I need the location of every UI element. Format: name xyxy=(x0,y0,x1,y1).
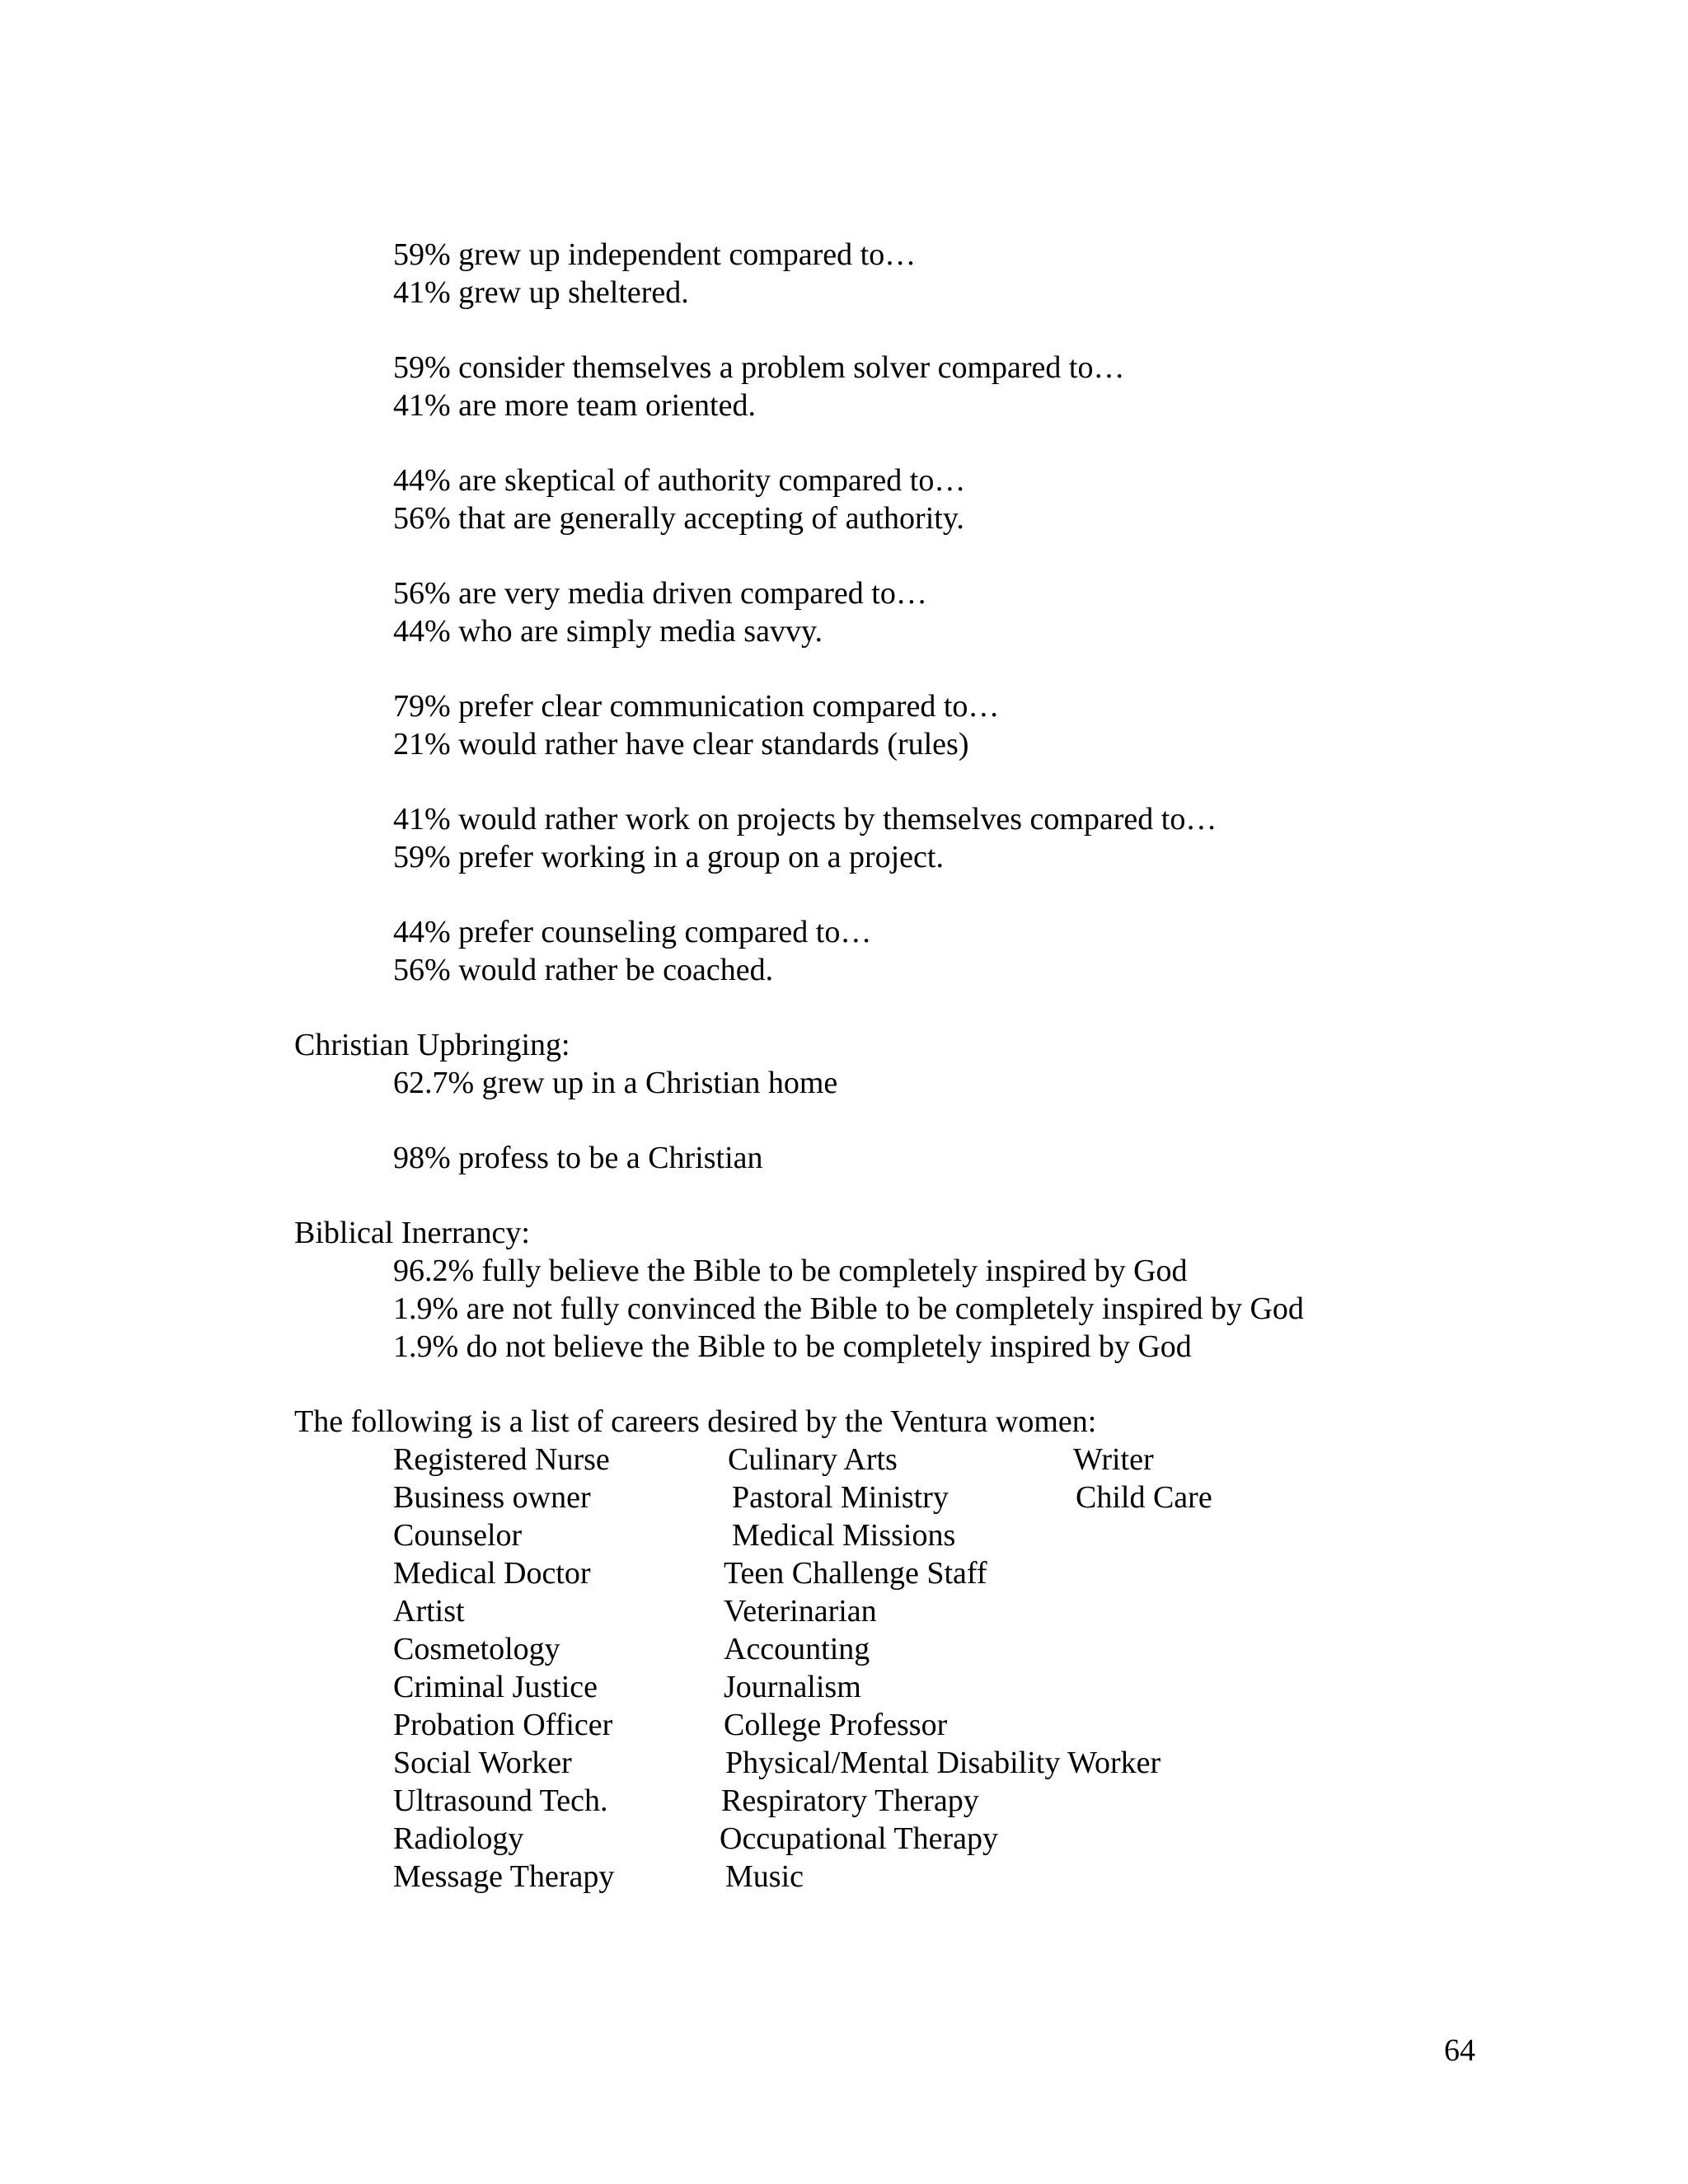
career-item: Medical Missions xyxy=(732,1518,956,1553)
comparison-line: 56% are very media driven compared to… xyxy=(393,576,927,611)
career-item: Pastoral Ministry xyxy=(732,1480,949,1515)
comparison-line: 59% grew up independent compared to… xyxy=(393,237,917,272)
career-item: Journalism xyxy=(724,1670,861,1704)
inerrancy-line: 96.2% fully believe the Bible to be completely inspired by God xyxy=(393,1254,1188,1288)
career-item: Teen Challenge Staff xyxy=(724,1556,987,1591)
comparison-line: 59% prefer working in a group on a project. xyxy=(393,840,944,874)
career-item: Medical Doctor xyxy=(393,1556,591,1591)
career-item: Counselor xyxy=(393,1518,523,1553)
career-item: Child Care xyxy=(1076,1480,1212,1515)
career-item: Cosmetology xyxy=(393,1632,560,1666)
inerrancy-line: 1.9% do not believe the Bible to be completely inspired by God xyxy=(393,1329,1192,1364)
careers-intro: The following is a list of careers desired by the Ventura women: xyxy=(294,1404,1097,1439)
comparison-line: 21% would rather have clear standards (rules) xyxy=(393,727,969,762)
comparison-line: 56% that are generally accepting of authority. xyxy=(393,501,964,536)
comparison-line: 44% who are simply media savvy. xyxy=(393,614,823,649)
career-item: Registered Nurse xyxy=(393,1442,610,1477)
comparison-line: 56% would rather be coached. xyxy=(393,953,774,987)
upbringing-line: 62.7% grew up in a Christian home xyxy=(393,1066,838,1100)
career-item: Probation Officer xyxy=(393,1708,613,1742)
comparison-line: 59% consider themselves a problem solver compared to… xyxy=(393,350,1125,385)
page-number: 64 xyxy=(1444,2033,1475,2068)
comparison-line: 79% prefer clear communication compared to… xyxy=(393,689,1000,724)
career-item: Artist xyxy=(393,1594,465,1629)
comparison-line: 44% prefer counseling compared to… xyxy=(393,915,872,949)
career-item: Respiratory Therapy xyxy=(721,1783,979,1818)
career-item: Criminal Justice xyxy=(393,1670,598,1704)
career-item: Physical/Mental Disability Worker xyxy=(725,1746,1161,1780)
upbringing-line: 98% profess to be a Christian xyxy=(393,1141,763,1175)
career-item: Radiology xyxy=(393,1821,524,1856)
career-item: Music xyxy=(725,1859,804,1894)
comparison-line: 41% would rather work on projects by themselves compared to… xyxy=(393,802,1217,837)
section-heading: Biblical Inerrancy: xyxy=(294,1216,530,1250)
career-item: Writer xyxy=(1073,1442,1154,1477)
inerrancy-line: 1.9% are not fully convinced the Bible to be completely inspired by God xyxy=(393,1291,1304,1326)
career-item: College Professor xyxy=(724,1708,948,1742)
career-item: Culinary Arts xyxy=(728,1442,898,1477)
comparison-line: 41% are more team oriented. xyxy=(393,388,756,423)
career-item: Business owner xyxy=(393,1480,591,1515)
career-item: Occupational Therapy xyxy=(720,1821,998,1856)
career-item: Message Therapy xyxy=(393,1859,615,1894)
comparison-line: 44% are skeptical of authority compared to… xyxy=(393,463,966,498)
career-item: Veterinarian xyxy=(724,1594,877,1629)
comparison-line: 41% grew up sheltered. xyxy=(393,275,689,310)
career-item: Accounting xyxy=(724,1632,870,1666)
career-item: Social Worker xyxy=(393,1746,572,1780)
career-item: Ultrasound Tech. xyxy=(393,1783,608,1818)
section-heading: Christian Upbringing: xyxy=(294,1028,570,1062)
